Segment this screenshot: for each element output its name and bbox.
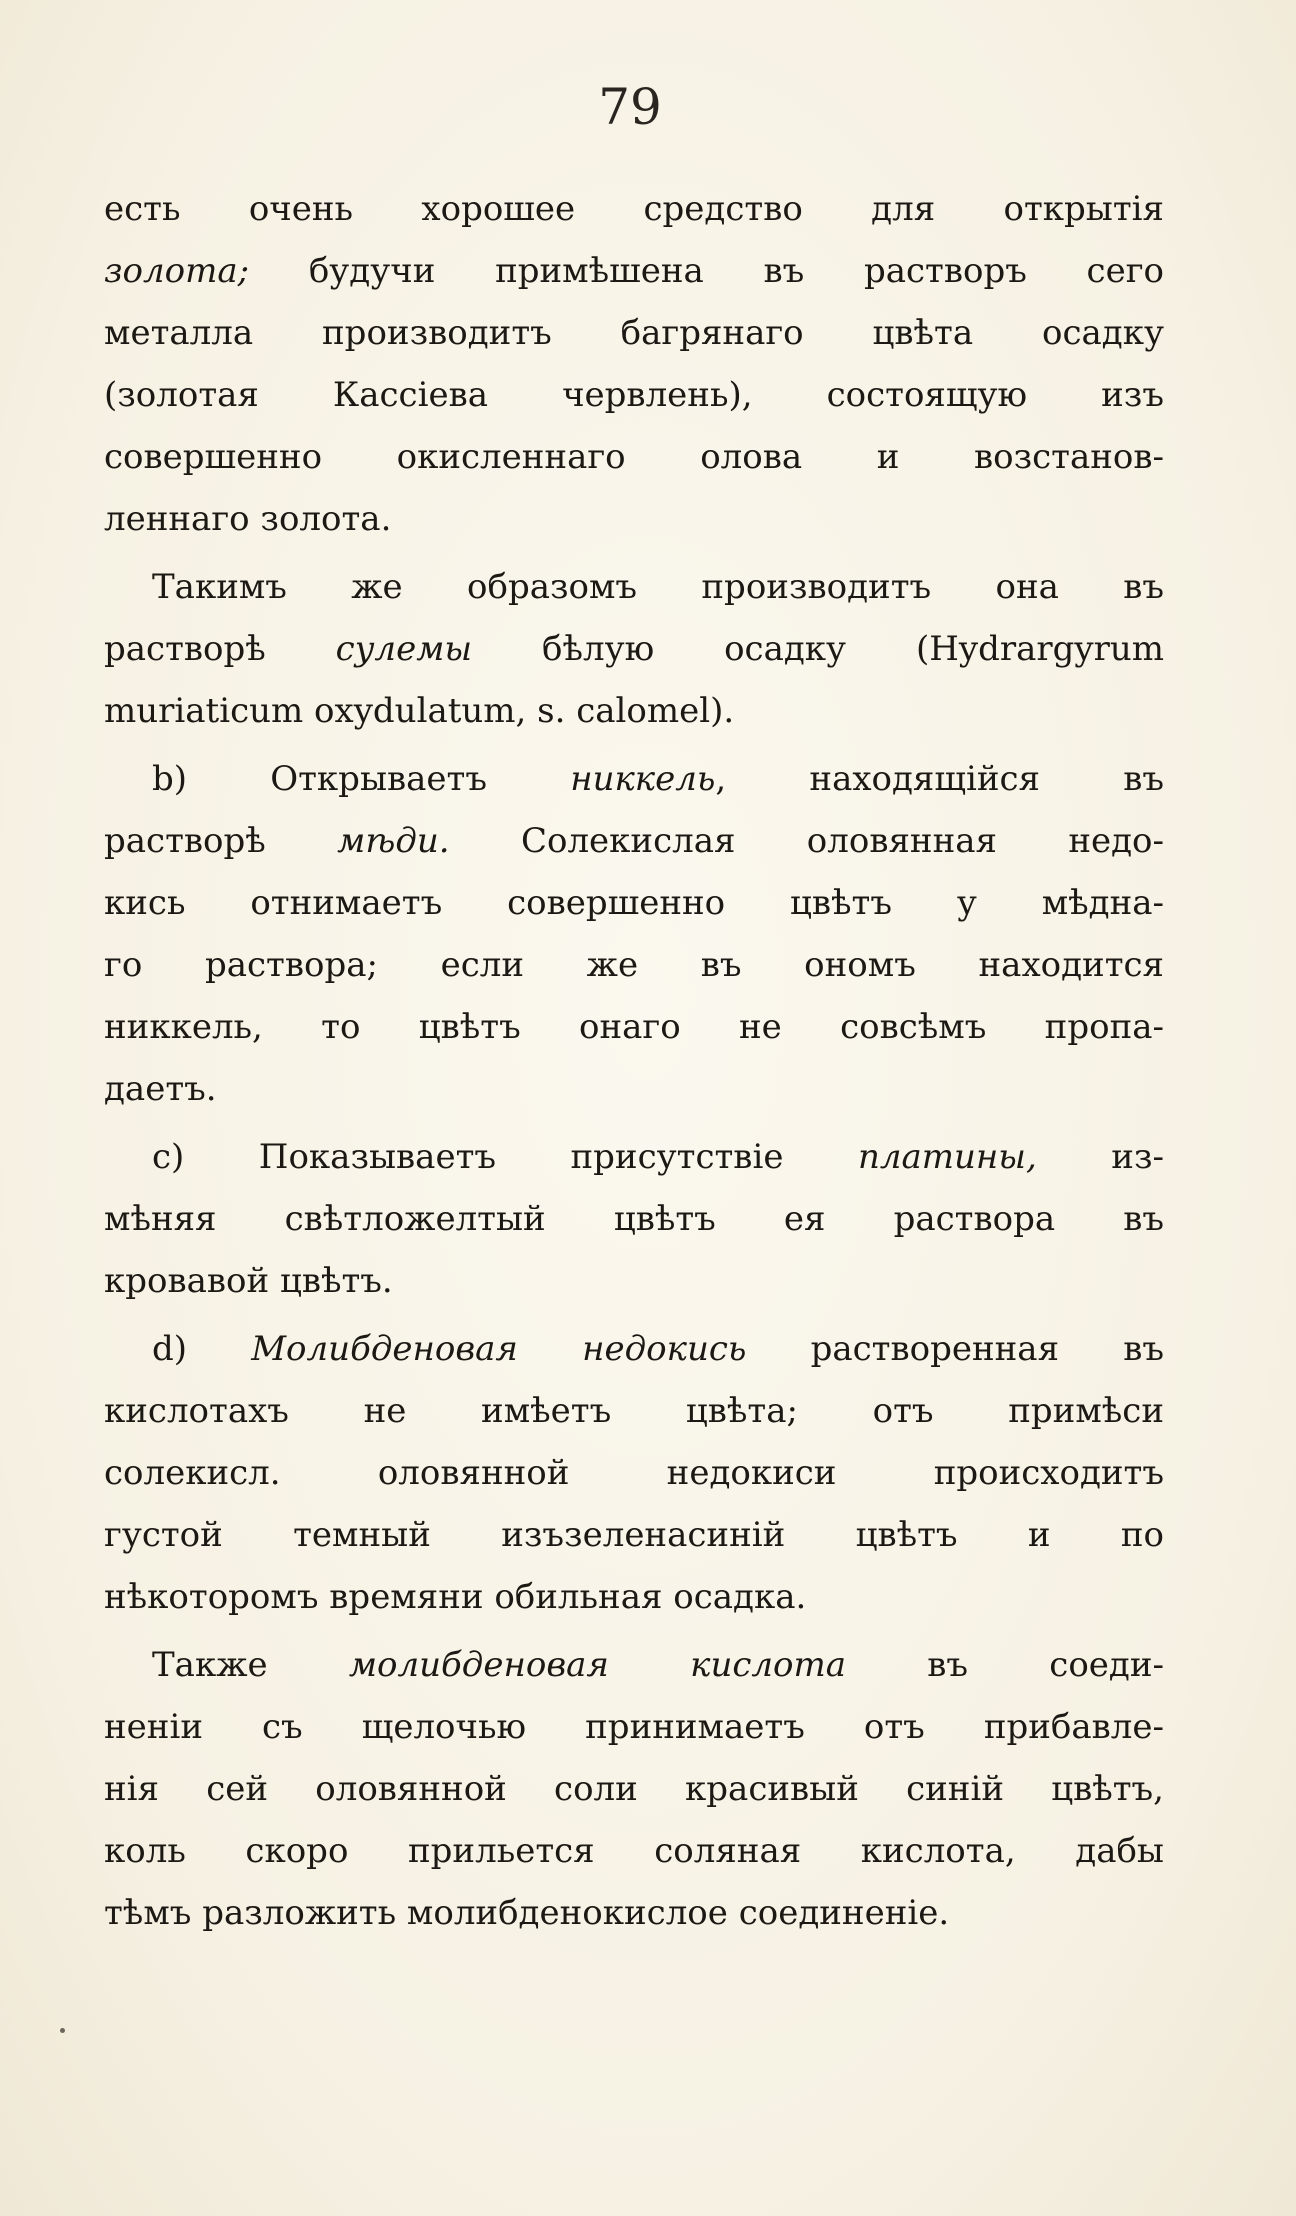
text-run: никкель, то цвѣтъ онаго не совсѣмъ пропа- bbox=[104, 1007, 1164, 1047]
text-line bbox=[104, 1126, 1164, 1188]
text-line bbox=[104, 680, 1164, 742]
text-line bbox=[104, 996, 1164, 1058]
text-run: даетъ. bbox=[104, 1069, 217, 1109]
text-run: Солекислая оловянная недо- bbox=[449, 821, 1165, 861]
text-run: растворѣ bbox=[104, 629, 336, 669]
text-line bbox=[104, 1188, 1164, 1250]
text-line bbox=[104, 364, 1164, 426]
body-text bbox=[104, 178, 1164, 1944]
page-number: 79 bbox=[598, 78, 662, 136]
text-run: въ соеди- bbox=[846, 1645, 1165, 1685]
text-line bbox=[104, 934, 1164, 996]
text-line bbox=[104, 1820, 1164, 1882]
text-run: есть очень хорошее средство для открытія bbox=[104, 189, 1164, 229]
text-run: Такимъ же образомъ производитъ она въ bbox=[152, 567, 1164, 607]
text-run: мѣняя свѣтложелтый цвѣтъ ея раствора въ bbox=[104, 1199, 1164, 1239]
text-line bbox=[104, 618, 1164, 680]
text-line bbox=[104, 302, 1164, 364]
text-line bbox=[104, 810, 1164, 872]
text-line bbox=[104, 748, 1164, 810]
text-run: тѣмъ разложить молибденокислое соединеніе. bbox=[104, 1893, 950, 1933]
text-line bbox=[104, 1380, 1164, 1442]
italic-term: сулемы bbox=[335, 629, 473, 669]
italic-term: мѣди. bbox=[337, 821, 450, 861]
text-run: неніи съ щелочью принимаетъ отъ прибавле- bbox=[104, 1707, 1164, 1747]
text-line bbox=[104, 1634, 1164, 1696]
text-line bbox=[104, 556, 1164, 618]
text-run: го раствора; если же въ ономъ находится bbox=[104, 945, 1164, 985]
text-run: Также bbox=[152, 1645, 349, 1685]
paper-speck bbox=[60, 2028, 65, 2033]
italic-term: золота; bbox=[104, 251, 250, 291]
text-line bbox=[104, 178, 1164, 240]
text-run: из- bbox=[1036, 1137, 1164, 1177]
text-run: леннаго золота. bbox=[104, 499, 392, 539]
text-run: бѣлую осадку (Hydrargyrum bbox=[472, 629, 1164, 669]
text-run: нія сей оловянной соли красивый синій цвѣтъ, bbox=[104, 1769, 1164, 1809]
text-run: совершенно окисленнаго олова и возстанов- bbox=[104, 437, 1164, 477]
text-line bbox=[104, 1504, 1164, 1566]
text-run: кись отнимаетъ совершенно цвѣтъ у мѣдна- bbox=[104, 883, 1164, 923]
text-run: солекисл. оловянной недокиси происходитъ bbox=[104, 1453, 1164, 1493]
italic-term: молибденовая кислота bbox=[348, 1645, 847, 1685]
italic-term: платины, bbox=[857, 1137, 1037, 1177]
text-run: muriaticum oxydulatum, s. calomel). bbox=[104, 691, 735, 731]
text-line bbox=[104, 426, 1164, 488]
text-line bbox=[104, 872, 1164, 934]
text-line bbox=[104, 1566, 1164, 1628]
text-run: кровавой цвѣтъ. bbox=[104, 1261, 393, 1301]
text-run: металла производитъ багрянаго цвѣта осадку bbox=[104, 313, 1164, 353]
text-line bbox=[104, 1250, 1164, 1312]
text-run: густой темный изъзеленасиній цвѣтъ и по bbox=[104, 1515, 1164, 1555]
italic-term: никкель bbox=[570, 759, 716, 799]
text-run: коль скоро прильется соляная кислота, дабы bbox=[104, 1831, 1164, 1871]
text-line bbox=[104, 488, 1164, 550]
text-run: (золотая Кассіева червлень), состоящую изъ bbox=[104, 375, 1164, 415]
text-run: кислотахъ не имѣетъ цвѣта; отъ примѣси bbox=[104, 1391, 1164, 1431]
italic-term: Молибденовая недокись bbox=[251, 1329, 747, 1369]
text-line bbox=[104, 1696, 1164, 1758]
text-line bbox=[104, 1882, 1164, 1944]
text-run: d) bbox=[152, 1329, 252, 1369]
text-line bbox=[104, 1758, 1164, 1820]
text-line bbox=[104, 240, 1164, 302]
text-run: растворенная въ bbox=[746, 1329, 1164, 1369]
text-run: b) Открываетъ bbox=[152, 759, 571, 799]
text-line bbox=[104, 1058, 1164, 1120]
text-line bbox=[104, 1442, 1164, 1504]
text-run: будучи примѣшена въ растворъ сего bbox=[249, 251, 1164, 291]
text-run: нѣкоторомъ времяни обильная осадка. bbox=[104, 1577, 807, 1617]
text-run: c) Показываетъ присутствіе bbox=[152, 1137, 858, 1177]
text-line bbox=[104, 1318, 1164, 1380]
text-run: растворѣ bbox=[104, 821, 338, 861]
text-run: , находящійся въ bbox=[715, 759, 1164, 799]
